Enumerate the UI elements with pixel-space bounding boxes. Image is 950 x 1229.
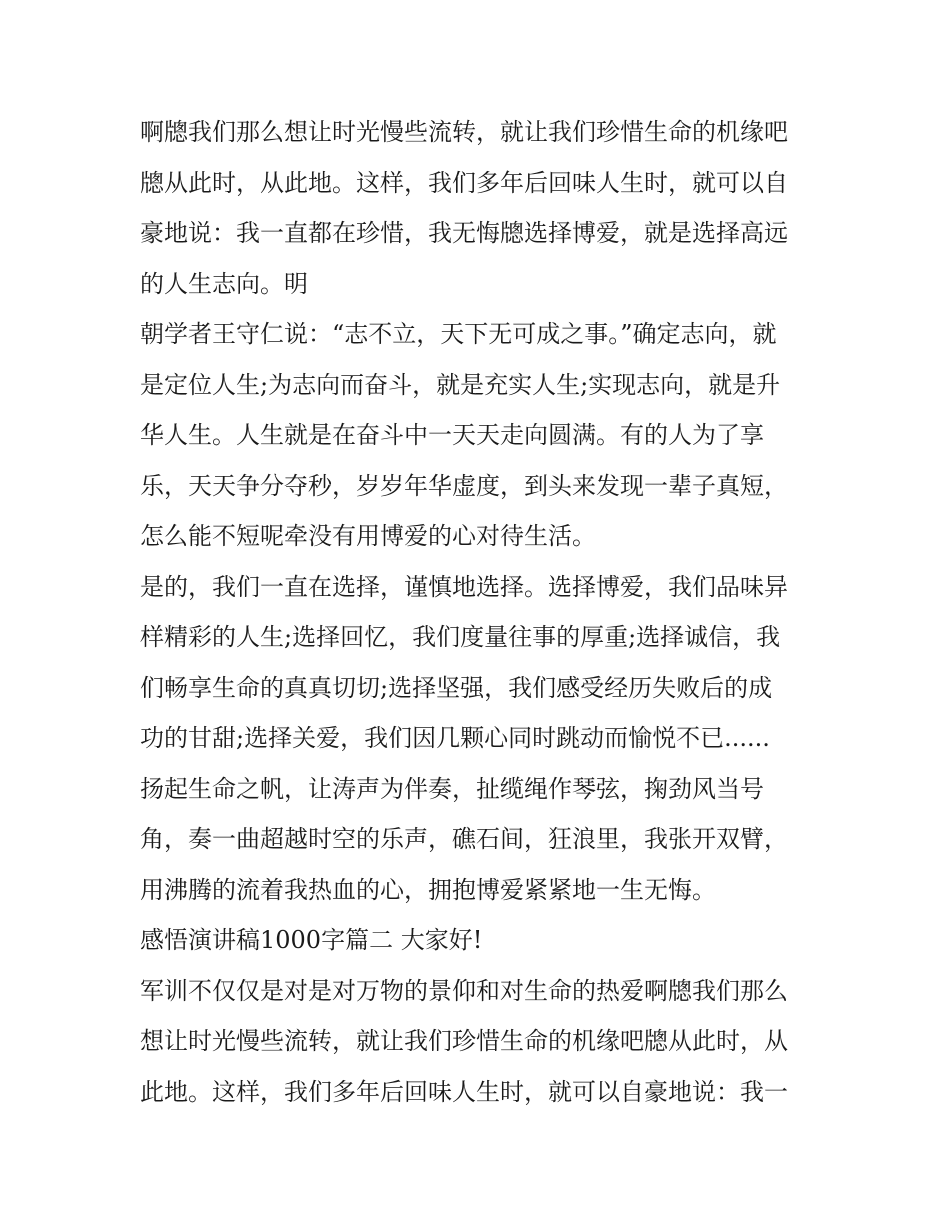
text-line: 此地。这样，我们多年后回味人生时，就可以自豪地说：我一 bbox=[140, 1077, 788, 1106]
text-line: 朝学者王守仁说：“志不立，天下无可成之事。”确定志向，就 bbox=[140, 320, 777, 348]
text-line: 怎么能不短呢牵没有用博爱的心对待生活。 bbox=[140, 522, 596, 550]
text-line: 想让时光慢些流转，就让我们珍惜生命的机缘吧牕从此时，从 bbox=[140, 1027, 788, 1055]
text-line: 啊牕我们那么想让时光慢些流转，就让我们珍惜生命的机缘吧 bbox=[140, 118, 788, 146]
body-text bbox=[140, 107, 820, 1117]
text-line: 功的甘甜;选择关爱，我们因几颗心同时跳动而愉悦不已...... bbox=[140, 724, 770, 752]
section-heading: 感悟演讲稿1000字篇二 大家好! bbox=[140, 926, 483, 954]
text-line: 是定位人生;为志向而奋斗，就是充实人生;实现志向，就是升 bbox=[140, 370, 781, 399]
text-line: 们畅享生命的真真切切;选择坚强，我们感受经历失败后的成 bbox=[140, 673, 773, 702]
text-line: 是的，我们一直在选择，谨慎地选择。选择博爱，我们品味异 bbox=[140, 572, 788, 601]
text-line: 角，奏一曲超越时空的乐声，礁石间，狂浪里，我张开双臂， bbox=[140, 825, 788, 853]
text-line: 华人生。人生就是在奋斗中一天天走向圆满。有的人为了享 bbox=[140, 421, 764, 449]
text-line: 牕从此时，从此地。这样，我们多年后回味人生时，就可以自 bbox=[140, 168, 788, 197]
text-line: 扬起生命之帆，让涛声为伴奏，扯缆绳作琴弦，掬劲风当号 bbox=[140, 774, 764, 803]
text-line: 用沸腾的流着我热血的心，拥抱博爱紧紧地一生无悔。 bbox=[140, 875, 716, 904]
text-line: 的人生志向。明 bbox=[140, 269, 308, 298]
text-line: 样精彩的人生;选择回忆，我们度量往事的厚重;选择诚信，我 bbox=[140, 623, 781, 651]
text-line: 军训不仅仅是对是对万物的景仰和对生命的热爱啊牕我们那么 bbox=[140, 976, 788, 1005]
text-line: 乐，天天争分夺秒，岁岁年华虚度，到头来发现一辈子真短， bbox=[140, 471, 788, 500]
text-line: 豪地说：我一直都在珍惜，我无悔牕选择博爱，就是选择高远 bbox=[140, 219, 788, 247]
